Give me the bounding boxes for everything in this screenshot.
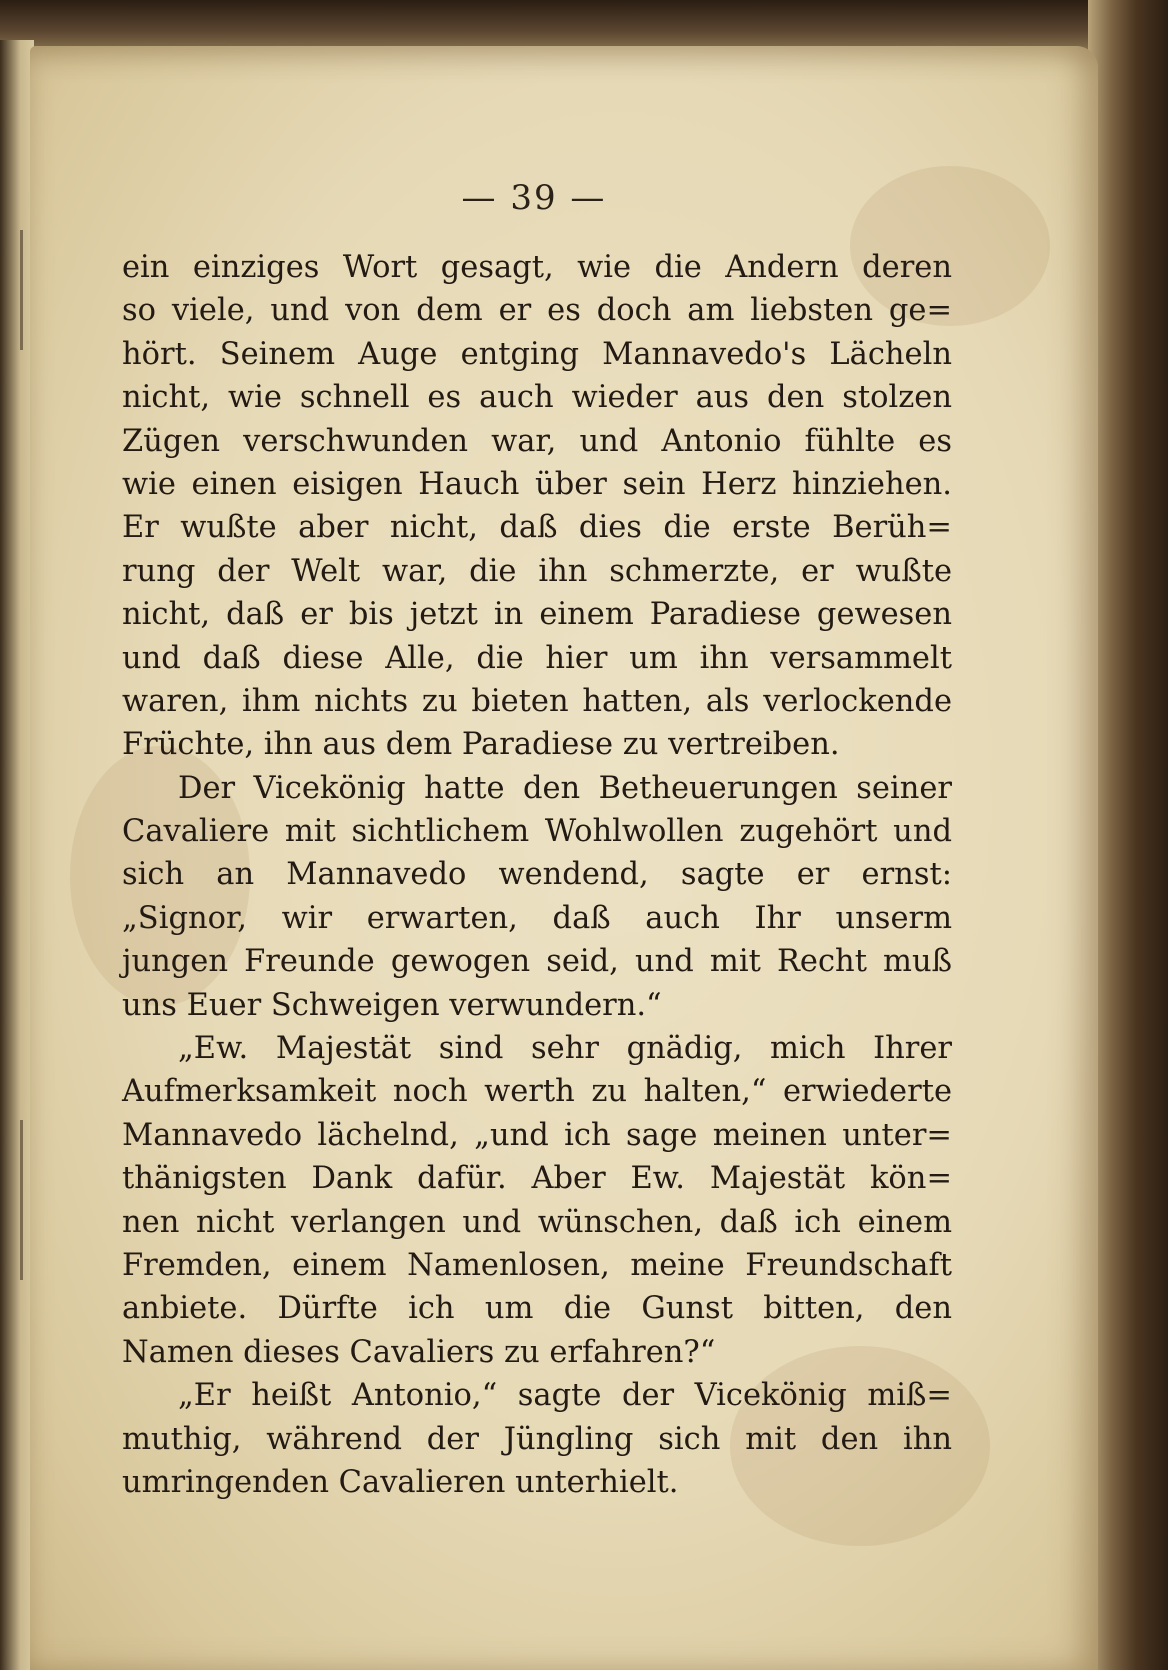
text-line: waren, ihm nichts zu bieten hatten, als verlockende	[122, 683, 952, 719]
text-line: Zügen verschwunden war, und Antonio fühlte es	[122, 423, 952, 459]
text-line: Der Vicekönig hatte den Betheuerungen seiner	[178, 770, 952, 806]
text-line: sich an Mannavedo wendend, sagte er ernst:	[122, 857, 952, 893]
text-line: und daß diese Alle, die hier um ihn versammelt	[122, 640, 952, 676]
page-number: — 39 —	[461, 178, 607, 218]
text-line: Namen dieses Cavaliers zu erfahren?“	[122, 1334, 716, 1370]
text-line: wie einen eisigen Hauch über sein Herz hinziehen.	[122, 466, 952, 502]
book-page	[30, 46, 1098, 1670]
text-line: muthig, während der Jüngling sich mit den ihn	[122, 1421, 952, 1457]
text-line: Mannavedo lächelnd, „und ich sage meinen unter=	[122, 1117, 952, 1153]
text-line: Aufmerksamkeit noch werth zu halten,“ erwiederte	[122, 1074, 952, 1110]
text-line: „Ew. Majestät sind sehr gnädig, mich Ihrer	[178, 1031, 952, 1067]
text-line: Fremden, einem Namenlosen, meine Freundschaft	[122, 1247, 952, 1283]
text-line: „Signor, wir erwarten, daß auch Ihr unserm	[122, 900, 952, 936]
book-top-edge	[0, 0, 1168, 52]
text-line: hört. Seinem Auge entging Mannavedo's Lächeln	[122, 336, 952, 372]
body-text	[122, 246, 952, 1504]
text-line: Cavaliere mit sichtlichem Wohlwollen zugehört und	[122, 814, 952, 850]
margin-mark	[20, 230, 23, 350]
text-line: anbiete. Dürfte ich um die Gunst bitten, den	[122, 1291, 952, 1327]
text-line: ein einziges Wort gesagt, wie die Andern deren	[122, 250, 952, 285]
text-line: uns Euer Schweigen verwundern.“	[122, 987, 662, 1023]
text-line: Früchte, ihn aus dem Paradiese zu vertreiben.	[122, 727, 840, 763]
text-line: jungen Freunde gewogen seid, und mit Recht muß	[122, 944, 952, 980]
margin-mark	[20, 1120, 23, 1280]
text-line: nicht, wie schnell es auch wieder aus den stolzen	[122, 380, 952, 416]
previous-page-edge	[0, 40, 34, 1670]
book-right-edge	[1088, 0, 1168, 1670]
text-line: nen nicht verlangen und wünschen, daß ich einem	[122, 1204, 952, 1240]
text-line: „Er heißt Antonio,“ sagte der Vicekönig miß=	[178, 1378, 952, 1414]
text-line: thänigsten Dank dafür. Aber Ew. Majestät kön=	[122, 1161, 952, 1197]
text-line: nicht, daß er bis jetzt in einem Paradiese gewesen	[122, 597, 952, 633]
text-line: umringenden Cavalieren unterhielt.	[122, 1464, 679, 1500]
text-line: rung der Welt war, die ihn schmerzte, er wußte	[122, 553, 952, 589]
text-line: Er wußte aber nicht, daß dies die erste Berüh=	[122, 510, 952, 546]
text-line: so viele, und von dem er es doch am liebsten ge=	[122, 293, 952, 329]
